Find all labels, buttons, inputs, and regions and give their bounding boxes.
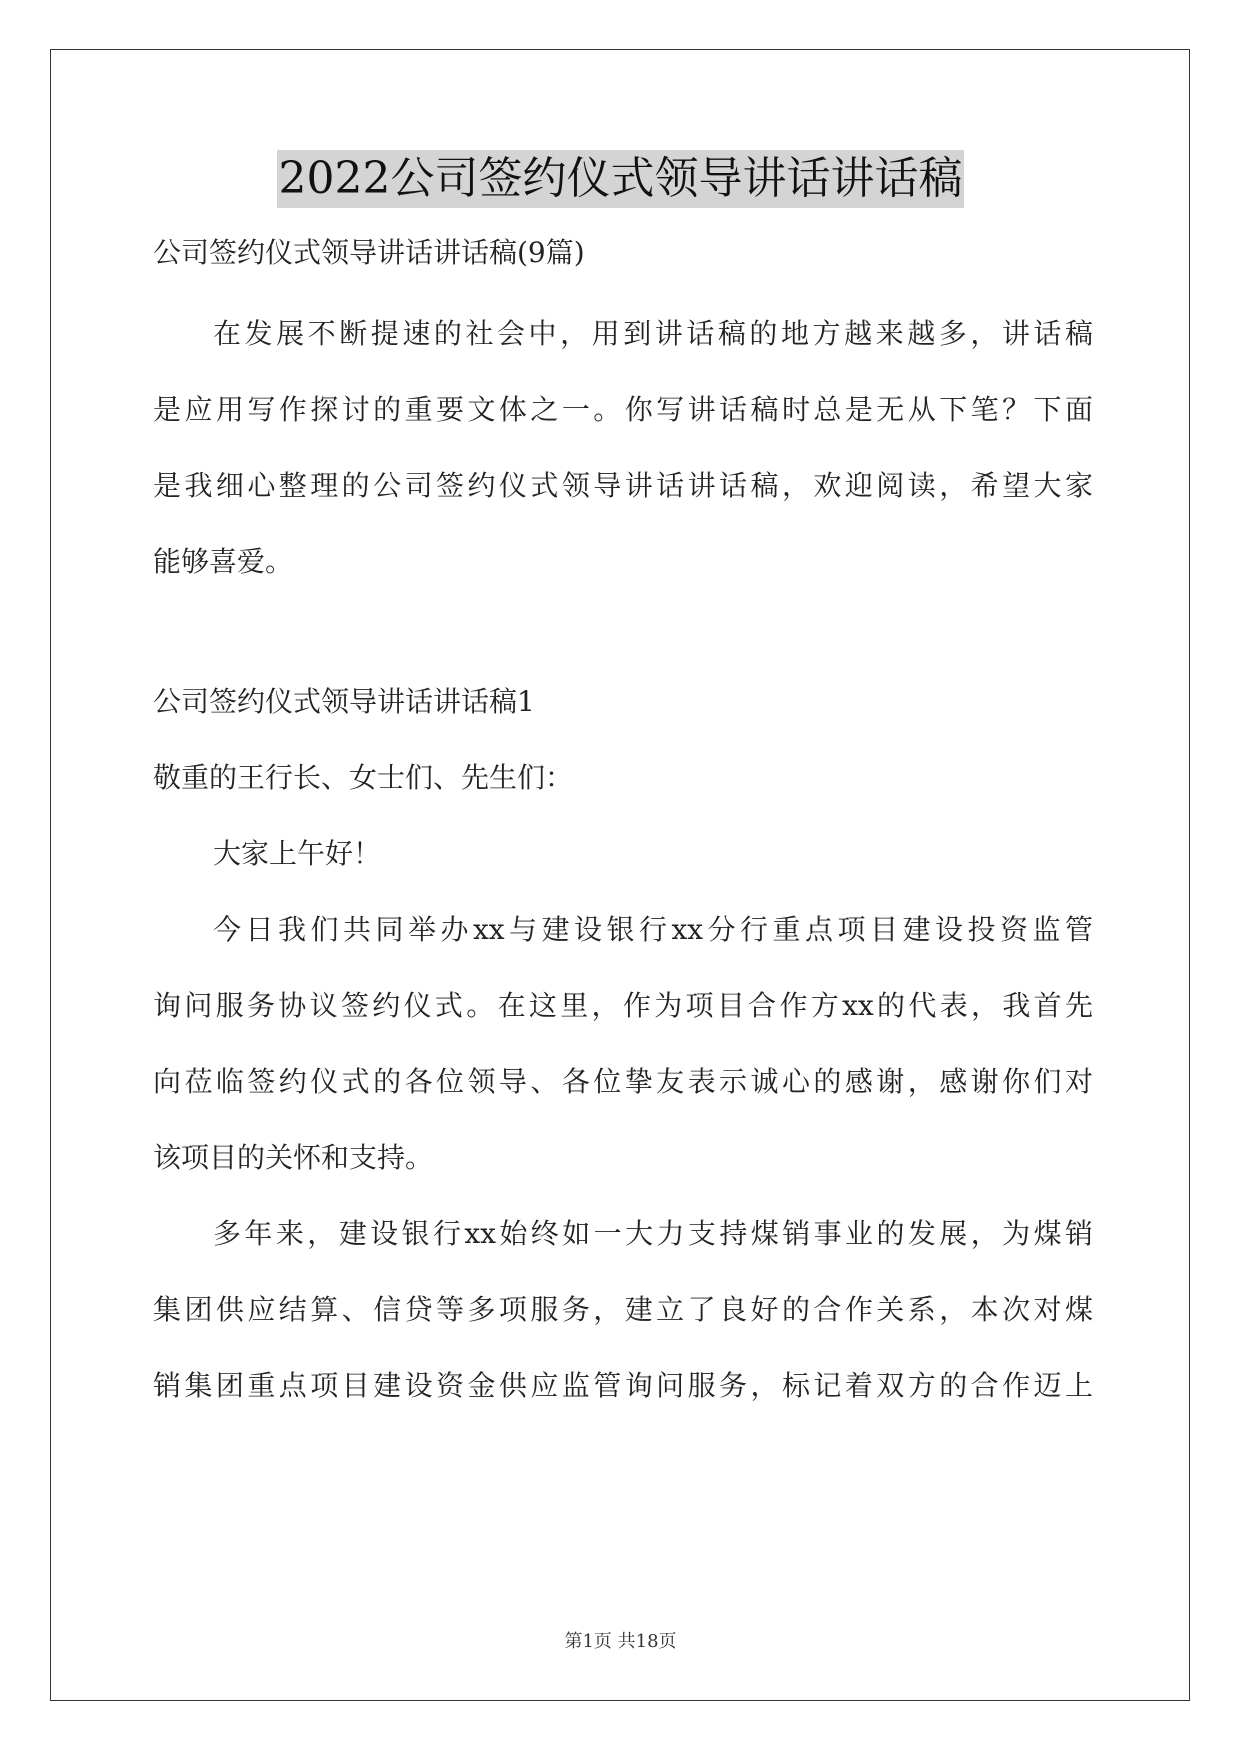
title-container bbox=[0, 150, 1241, 208]
intro-line: 能够喜爱。 bbox=[153, 545, 294, 578]
greeting: 大家上午好！ bbox=[213, 837, 382, 870]
document-title: 2022公司签约仪式领导讲话讲话稿 bbox=[277, 150, 965, 208]
paragraph-line: 集团供应结算、信贷等多项服务，建立了良好的合作关系，本次对煤 bbox=[153, 1293, 1093, 1326]
page-border bbox=[50, 49, 1190, 1701]
paragraph-line: 向莅临签约仪式的各位领导、各位挚友表示诚心的感谢，感谢你们对 bbox=[153, 1065, 1093, 1098]
intro-line: 在发展不断提速的社会中，用到讲话稿的地方越来越多，讲话稿 bbox=[213, 317, 1093, 350]
document-subtitle: 公司签约仪式领导讲话讲话稿(9篇) bbox=[153, 236, 585, 269]
intro-line: 是应用写作探讨的重要文体之一。你写讲话稿时总是无从下笔？下面 bbox=[153, 393, 1093, 426]
paragraph-line: 今日我们共同举办xx与建设银行xx分行重点项目建设投资监管 bbox=[213, 913, 1093, 946]
salutation: 敬重的王行长、女士们、先生们： bbox=[153, 761, 574, 794]
paragraph-line: 多年来，建设银行xx始终如一大力支持煤销事业的发展，为煤销 bbox=[213, 1217, 1093, 1250]
section-heading: 公司签约仪式领导讲话讲话稿1 bbox=[153, 685, 535, 718]
page-number: 第1页 共18页 bbox=[564, 1631, 677, 1652]
intro-line: 是我细心整理的公司签约仪式领导讲话讲话稿，欢迎阅读，希望大家 bbox=[153, 469, 1093, 502]
paragraph-line: 销集团重点项目建设资金供应监管询问服务，标记着双方的合作迈上 bbox=[153, 1369, 1093, 1402]
paragraph-line: 询问服务协议签约仪式。在这里，作为项目合作方xx的代表，我首先 bbox=[153, 989, 1093, 1022]
paragraph-line: 该项目的关怀和支持。 bbox=[153, 1141, 434, 1174]
